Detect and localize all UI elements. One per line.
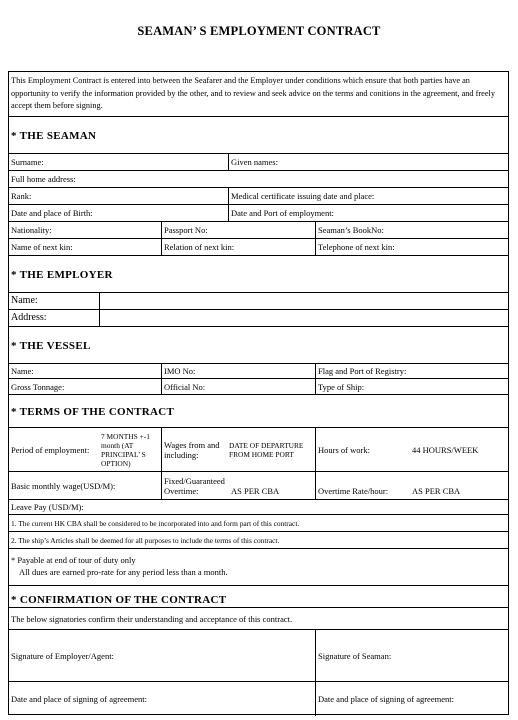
employer-row-2 — [9, 310, 508, 327]
seaman-heading: * THE SEAMAN — [11, 130, 97, 142]
period-label: Period of employment: — [11, 444, 90, 455]
date-place-row — [9, 682, 508, 716]
medical-certificate-field[interactable]: Medical certificate issuing date and place: — [228, 188, 510, 204]
terms-row-4 — [9, 515, 508, 532]
clause-1: 1. The current HK CBA shall be considered to be incorporated into and form part of this contract. — [11, 518, 300, 528]
fixed-overtime-value[interactable]: AS PER CBA — [231, 486, 280, 496]
vessel-row-2 — [9, 379, 508, 395]
relation-field[interactable]: Relation of next kin: — [161, 239, 315, 255]
seaman-heading-row — [9, 117, 508, 154]
basic-wage-field[interactable]: Basic monthly wage(USD/M): — [11, 480, 116, 491]
seaman-row-4 — [9, 205, 508, 222]
contract-form — [8, 71, 509, 715]
given-names-field[interactable]: Given names: — [228, 154, 510, 170]
confirmation-heading-row — [9, 586, 508, 608]
seaman-book-field[interactable]: Seaman’s BookNo: — [315, 222, 510, 238]
wages-label: Wages from and including: — [161, 428, 227, 471]
employer-row-1 — [9, 293, 508, 310]
confirmation-text: The below signatories confirm their understanding and acceptance of this contract. — [11, 613, 293, 624]
seaman-row-3 — [9, 188, 508, 205]
seaman-signature-field[interactable]: Signature of Seaman: — [315, 630, 510, 681]
employment-port-field[interactable]: Date and Port of employment: — [228, 205, 510, 221]
employer-address-label: Address: — [11, 312, 47, 323]
ship-type-field[interactable]: Type of Ship: — [315, 379, 510, 394]
employer-name-field[interactable] — [99, 293, 510, 309]
surname-field[interactable]: Surname: — [11, 157, 44, 167]
imo-field[interactable]: IMO No: — [161, 364, 315, 378]
employer-heading-row — [9, 256, 508, 293]
payable-note: * Payable at end of tour of duty only — [11, 555, 136, 565]
gross-tonnage-field[interactable]: Gross Tonnage: — [11, 381, 65, 392]
fixed-overtime-label: Fixed/Guaranteed Overtime: — [161, 472, 227, 499]
confirmation-heading: * CONFIRMATION OF THE CONTRACT — [11, 594, 227, 606]
terms-row-2 — [9, 472, 508, 500]
overtime-rate-label: Overtime Rate/hour: — [315, 472, 410, 499]
seaman-row-2 — [9, 171, 508, 188]
seaman-row-6 — [9, 239, 508, 256]
passport-field[interactable]: Passport No: — [161, 222, 315, 238]
period-value[interactable]: 7 MONTHS +-1 month (AT PRINCIPAL’ S OPTION) — [101, 431, 150, 468]
seaman-row-5 — [9, 222, 508, 239]
terms-row-1 — [9, 428, 508, 472]
vessel-name-field[interactable]: Name: — [11, 366, 34, 376]
wages-value[interactable]: DATE OF DEPARTURE FROM HOME PORT — [229, 440, 304, 459]
telephone-field[interactable]: Telephone of next kin: — [315, 239, 510, 255]
employer-name-label: Name: — [11, 295, 38, 306]
seaman-date-place-field[interactable]: Date and place of signing of agreement: — [315, 682, 510, 716]
terms-heading-row — [9, 395, 508, 428]
confirmation-text-row — [9, 608, 508, 630]
vessel-heading-row — [9, 327, 508, 364]
hours-value[interactable]: 44 HOURS/WEEK — [412, 444, 479, 455]
seaman-row-1 — [9, 154, 508, 171]
vessel-heading: * THE VESSEL — [11, 340, 91, 352]
signature-row — [9, 630, 508, 682]
nationality-field[interactable]: Nationality: — [11, 225, 52, 235]
home-address-field[interactable]: Full home address: — [11, 174, 76, 184]
flag-port-field[interactable]: Flag and Port of Registry: — [315, 364, 510, 378]
official-no-field[interactable]: Official No: — [161, 379, 315, 394]
employer-date-place-field[interactable]: Date and place of signing of agreement: — [11, 694, 147, 704]
terms-row-5 — [9, 532, 508, 549]
terms-row-6 — [9, 549, 508, 586]
clause-2: 2. The ship’s Articles shall be deemed for all purposes to include the terms of this contract. — [11, 535, 280, 545]
employer-address-field[interactable] — [99, 310, 510, 326]
intro-row — [9, 72, 508, 117]
vessel-row-1 — [9, 364, 508, 379]
terms-row-3 — [9, 500, 508, 515]
employer-signature-field[interactable]: Signature of Employer/Agent: — [11, 650, 114, 661]
document-title: SEAMAN’ S EMPLOYMENT CONTRACT — [137, 24, 381, 38]
overtime-rate-value[interactable]: AS PER CBA — [412, 486, 461, 496]
dues-note: All dues are earned pro-rate for any period less than a month. — [19, 567, 228, 577]
rank-field[interactable]: Rank: — [11, 191, 32, 201]
payment-notes — [9, 549, 508, 585]
employer-heading: * THE EMPLOYER — [11, 269, 113, 281]
hours-label: Hours of work: — [315, 428, 410, 471]
birth-field[interactable]: Date and place of Birth: — [11, 208, 93, 218]
next-kin-field[interactable]: Name of next kin: — [11, 242, 73, 252]
intro-text: This Employment Contract is entered into between the Seafarer and the Employer under conditions which ensure that both parties have an opportunity to verify the information provided by the other, and to review and seek advice on the terms and conitions in the agreement, and freely accept them before signing. — [11, 76, 495, 110]
terms-heading: * TERMS OF THE CONTRACT — [11, 406, 175, 418]
leave-pay-field[interactable]: Leave Pay (USD/M): — [11, 502, 84, 512]
